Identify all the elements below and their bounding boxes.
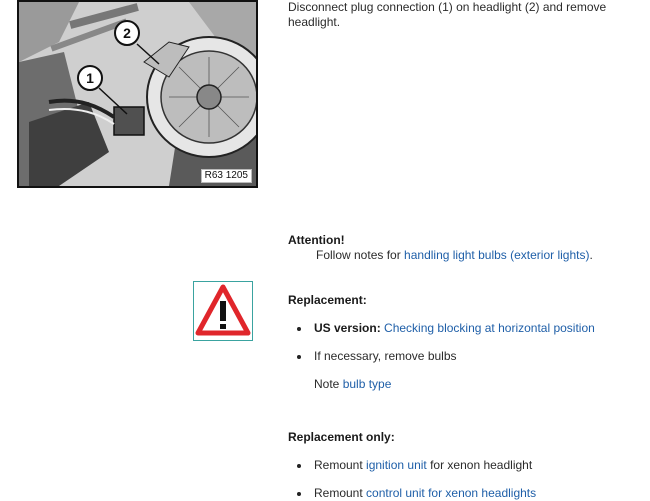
replacement-item-us-version	[314, 321, 644, 336]
replacement-only-item-ignition-unit	[314, 458, 644, 473]
bullet	[297, 464, 301, 468]
instruction-text: Disconnect plug connection (1) on headlight (2) and remove headlight.	[288, 0, 607, 29]
bullet	[297, 355, 301, 359]
us-version-label: US version:	[314, 321, 381, 335]
replacement-heading: Replacement:	[288, 293, 367, 307]
note-prefix: Note	[314, 377, 343, 391]
replacement-note	[314, 377, 644, 392]
warning-icon-frame	[193, 281, 253, 341]
attention-heading: Attention!	[288, 233, 345, 247]
bullet	[297, 492, 301, 496]
bullet	[297, 327, 301, 331]
callout-1	[78, 66, 102, 90]
svg-text:2: 2	[123, 25, 131, 41]
item-prefix: Remount	[314, 486, 367, 500]
warning-triangle-icon	[194, 282, 252, 340]
item-suffix: for xenon headlight	[426, 458, 533, 472]
figure-reference-code: R63 1205	[201, 169, 252, 183]
attention-prefix: Follow notes for	[316, 248, 405, 262]
link-checking-blocking[interactable]: Checking blocking at horizontal position	[384, 321, 595, 335]
attention-suffix: .	[589, 248, 593, 262]
item-prefix: Remount	[314, 458, 367, 472]
link-ignition-unit[interactable]: ignition unit	[366, 458, 427, 472]
callout-2	[115, 21, 139, 45]
headlight-illustration	[19, 2, 256, 186]
link-handling-light-bulbs[interactable]: handling light bulbs (exterior lights)	[404, 248, 590, 262]
link-control-unit-xenon[interactable]: control unit for xenon headlights	[366, 486, 537, 500]
link-bulb-type[interactable]: bulb type	[342, 377, 392, 391]
svg-text:1: 1	[86, 70, 94, 86]
replacement-only-heading: Replacement only:	[288, 430, 395, 444]
attention-note	[316, 248, 646, 263]
replacement-item-remove-bulbs: If necessary, remove bulbs	[314, 349, 457, 363]
headlight-figure	[17, 0, 258, 188]
